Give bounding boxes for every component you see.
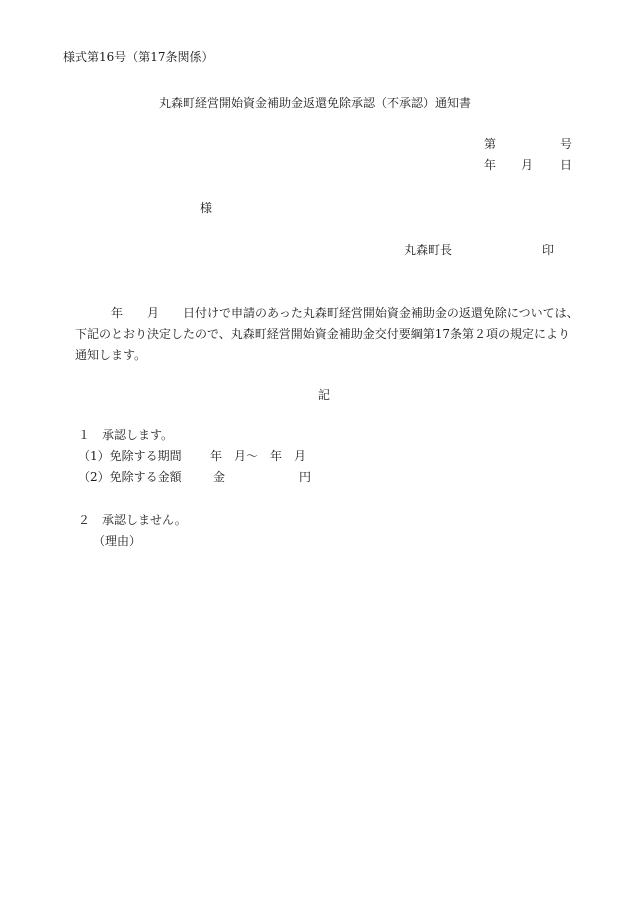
body-text-line: 下記のとおり決定したので、丸森町経営開始資金補助金交付要綱第17条第２項の規定により xyxy=(75,327,571,341)
date-year-label: 年 xyxy=(484,158,497,172)
reason-label: （理由） xyxy=(93,534,142,548)
sender-name: 丸森町長 xyxy=(404,243,453,257)
ki-heading: 記 xyxy=(318,388,331,402)
seal-mark: 印 xyxy=(542,243,555,257)
form-number: 様式第16号（第17条関係） xyxy=(63,50,214,64)
body-text-line: 年 月 日付けで申請のあった丸森町経営開始資金補助金の返還免除については、 xyxy=(75,306,579,320)
amount-yen-label: 円 xyxy=(299,470,312,484)
addressee-honorific: 様 xyxy=(200,201,213,215)
exemption-period-label: （1）免除する期間 xyxy=(78,449,182,463)
exemption-amount-label: （2）免除する金額 xyxy=(78,470,182,484)
document-number-suffix: 号 xyxy=(560,137,573,151)
document-title: 丸森町経営開始資金補助金返還免除承認（不承認）通知書 xyxy=(158,96,471,110)
document-number-label: 第 xyxy=(484,137,497,151)
item-approve: １ 承認します。 xyxy=(78,428,174,442)
date-day-label: 日 xyxy=(560,158,573,172)
body-text-line: 通知します。 xyxy=(75,348,147,362)
date-month-label: 月 xyxy=(521,158,534,172)
exemption-period-value: 年 月〜 年 月 xyxy=(210,449,307,463)
item-reject: ２ 承認しません。 xyxy=(78,513,187,527)
amount-kin-label: 金 xyxy=(213,470,226,484)
